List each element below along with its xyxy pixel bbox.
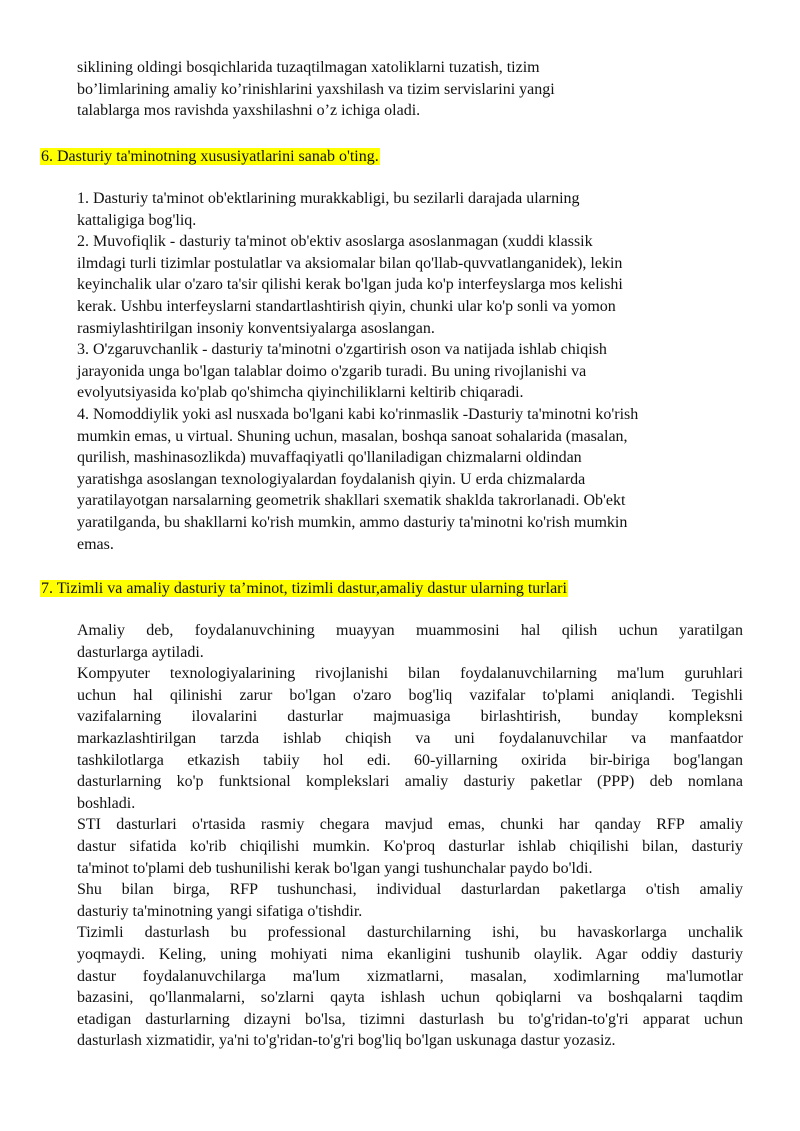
text-line: ta'minot to'plami deb tushunilishi kerak bo'lgan yangi tushunchalar paydo bo'ldi. bbox=[77, 859, 593, 877]
text-line: tashkilotlarga etkazish tabiiy hol edi. 60-yillarning oxirida bir-biriga bog'langan bbox=[77, 751, 743, 769]
text-line: keyinchalik ular o'zaro ta'sir qilishi kerak bo'lgan juda ko'p interfeyslarga mos kelishi bbox=[77, 276, 623, 294]
text-line: evolyutsiyasida ko'plab qo'shimcha qiyinchiliklarni keltirib chiqaradi. bbox=[77, 384, 524, 402]
text-line: Shu bilan birga, RFP tushunchasi, individual dasturlardan paketlarga o'tish amaliy bbox=[77, 881, 743, 899]
text-line: siklining oldingi bosqichlarida tuzaqtilmagan xatoliklarni tuzatish, tizim bbox=[77, 59, 540, 76]
text-line: yaratilayotgan narsalarning geometrik shakllari sxematik shaklda takrorlanadi. Ob'ekt bbox=[77, 492, 626, 510]
text-line: dasturlarga aytiladi. bbox=[77, 643, 204, 661]
text-line: kerak. Ushbu interfeyslarni standartlashtirish qiyin, chunki ular ko'p sonli va yomon bbox=[77, 297, 616, 315]
section-7-heading bbox=[40, 578, 568, 600]
section-6-heading bbox=[40, 146, 380, 168]
intro-paragraph bbox=[77, 57, 743, 122]
text-line: kattaligiga bog'liq. bbox=[77, 211, 197, 229]
highlighted-heading-text: 7. Tizimli va amaliy dasturiy ta’minot, tizimli dastur,amaliy dastur ularning turlari bbox=[41, 580, 567, 597]
text-line: 2. Muvofiqlik - dasturiy ta'minot ob'ektiv asoslarga asoslanmagan (xuddi klassik bbox=[77, 233, 593, 251]
text-line: bazasini, qo'llanmalarni, so'zlarni qayta ishlash uchun qobiqlarni va boshqalarni taqdim bbox=[77, 989, 743, 1007]
text-line: Tizimli dasturlash bu professional dasturchilarning ishi, bu havaskorlarga unchalik bbox=[77, 924, 743, 942]
text-line: dasturlarning ko'p funktsional komplekslari amaliy dasturiy paketlar (PPP) deb nomlana bbox=[77, 773, 743, 791]
text-line: emas. bbox=[77, 535, 114, 553]
text-line: 1. Dasturiy ta'minot ob'ektlarining murakkabligi, bu sezilarli darajada ularning bbox=[77, 190, 580, 207]
section-6-body bbox=[77, 188, 743, 555]
text-line: etadigan dasturlarning dizayni bo'lsa, tizimni dasturlash bu to'g'ridan-to'g'ri apparat uchun bbox=[77, 1010, 743, 1028]
highlighted-heading-text: 6. Dasturiy ta'minotning xususiyatlarini sanab o'ting. bbox=[41, 148, 379, 165]
text-line: Amaliy deb, foydalanuvchining muayyan muammosini hal qilish uchun yaratilgan bbox=[77, 622, 743, 639]
text-line: qurilish, mashinasozlikda) muvaffaqiyatli qo'llaniladigan chizmalarni oldindan bbox=[77, 449, 582, 467]
text-line: uchun hal qilinishi zarur bo'lgan o'zaro bog'liq vazifalar to'plami aniqlandi. Tegishli bbox=[77, 686, 743, 704]
text-line: 3. O'zgaruvchanlik - dasturiy ta'minotni o'zgartirish oson va natijada ishlab chiqish bbox=[77, 341, 607, 359]
text-line: markazlashtirilgan tarzda ishlab chiqish va uni foydalanuvchilar va manfaatdor bbox=[77, 729, 743, 747]
text-line: 4. Nomoddiylik yoki asl nusxada bo'lgani kabi ko'rinmaslik -Dasturiy ta'minotni ko'rish bbox=[77, 405, 639, 423]
text-line: dastur sifatida ko'rib chiqilishi mumkin. Ko'proq dasturlar ishlab chiqilishi bilan, dasturiy bbox=[77, 837, 743, 855]
text-line: dasturiy ta'minotning yangi sifatiga o'tishdir. bbox=[77, 902, 363, 920]
text-line: talablarga mos ravishda yaxshilashni o’z ichiga oladi. bbox=[77, 102, 421, 120]
text-line: mumkin emas, u virtual. Shuning uchun, masalan, boshqa sanoat sohalarida (masalan, bbox=[77, 427, 628, 445]
text-line: dasturlash xizmatidir, ya'ni to'g'ridan-to'g'ri bog'liq bo'lgan uskunaga dastur yozasiz. bbox=[77, 1032, 616, 1050]
text-line: yaratilganda, bu shakllarni ko'rish mumkin, ammo dasturiy ta'minotni ko'rish mumkin bbox=[77, 513, 628, 531]
text-line: bo’limlarining amaliy ko’rinishlarini yaxshilash va tizim servislarini yangi bbox=[77, 80, 555, 98]
text-line: boshladi. bbox=[77, 794, 136, 812]
text-line: jarayonida unga bo'lgan talablar doimo o'zgarib turadi. Bu uning rivojlanishi va bbox=[77, 362, 587, 380]
text-line: vazifalarning ilovalarini dasturlar majmuasiga birlashtirish, bunday kompleksni bbox=[77, 708, 743, 726]
text-line: dastur foydalanuvchilarga ma'lum xizmatlarni, masalan, xodimlarning ma'lumotlar bbox=[77, 967, 743, 985]
text-line: STI dasturlari o'rtasida rasmiy chegara mavjud emas, chunki har qanday RFP amaliy bbox=[77, 816, 743, 834]
text-line: rasmiylashtirilgan insoniy konventsiyalarga asoslangan. bbox=[77, 319, 435, 337]
text-line: Kompyuter texnologiyalarining rivojlanishi bilan foydalanuvchilarning ma'lum guruhlari bbox=[77, 665, 743, 683]
text-line: yoqmaydi. Keling, uning mohiyati nima ekanligini tushunib olaylik. Agar oddiy dasturiy bbox=[77, 945, 743, 963]
section-7-body bbox=[77, 620, 743, 1052]
text-line: yaratishga asoslangan texnologiyalardan foydalanish qiyin. U erda chizmalarda bbox=[77, 470, 586, 488]
text-line: ilmdagi turli tizimlar postulatlar va aksiomalar bilan qo'llab-quvvatlanganidek), lekin bbox=[77, 254, 623, 272]
